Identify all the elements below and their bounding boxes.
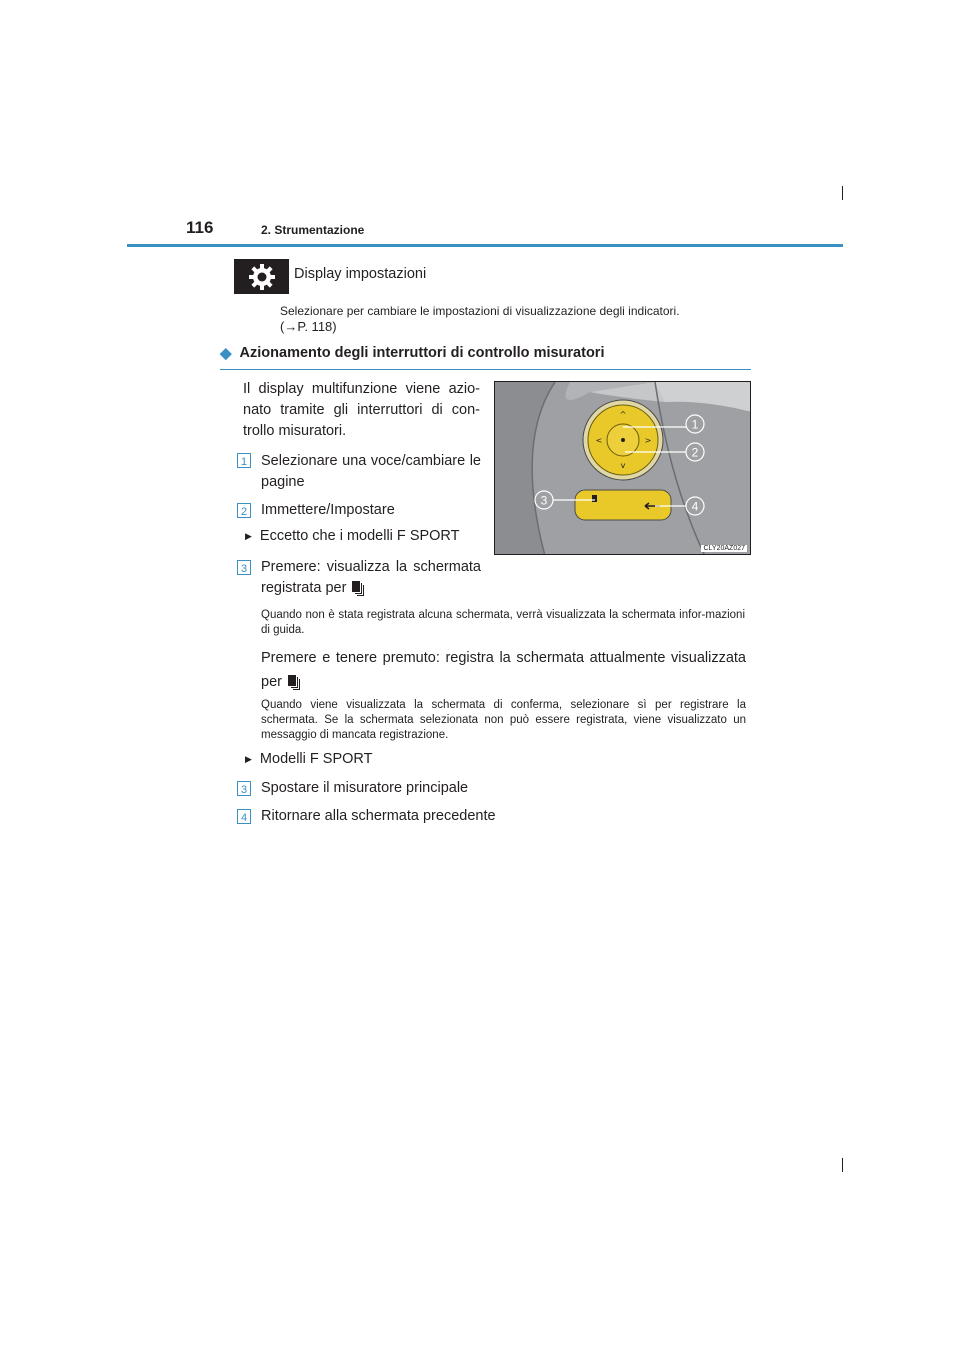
note-confirm: Quando viene visualizzata la schermata di conferma, selezionare sì per registrare la schermata. Se la schermata selezionata non può essere registrata, viene visualizzato un messaggio di mancata registrazione. (261, 699, 746, 741)
callout-2 (686, 443, 704, 461)
gear-icon (247, 262, 277, 292)
number-4-icon (237, 809, 251, 824)
svg-text:<: < (595, 436, 603, 445)
chapter-title: 2. Strumentazione (261, 223, 365, 237)
crop-mark-top (842, 186, 843, 200)
note-no-screen: Quando non è stata registrata alcuna schermata, verrà visualizzata la schermata infor-mazioni di guida. (261, 609, 745, 636)
except-f-sport-label: Eccetto che i modelli F SPORT (259, 528, 460, 544)
crop-mark-bottom (842, 1158, 843, 1172)
except-f-sport-bullet (245, 528, 460, 544)
f-sport-item-3-text: Spostare il misuratore principale (261, 780, 469, 796)
item-1-text: Selezionare una voce/cambiare le pagine (261, 453, 481, 490)
gear-icon-box (234, 259, 289, 294)
callout-3-label: 3 (540, 493, 548, 508)
figure-code: CLY20AZ027 (703, 545, 745, 552)
pages-icon (352, 581, 366, 596)
number-3-text: 3 (240, 563, 248, 575)
callout-2-label: 2 (691, 445, 699, 460)
number-3-icon (237, 560, 251, 575)
svg-text:^: ^ (619, 410, 627, 419)
callout-4 (686, 497, 704, 515)
callout-4-label: 4 (691, 499, 699, 514)
section-heading (220, 344, 604, 362)
number-3-icon (237, 781, 251, 796)
description-text: Selezionare per cambiare le impostazioni di visualizzazione degli indicatori. (280, 304, 680, 318)
number-1-icon (237, 453, 251, 468)
item-3-block (261, 557, 481, 599)
header-rule (127, 244, 843, 247)
number-1-text: 1 (240, 456, 248, 468)
number-2-text: 2 (240, 506, 248, 518)
f-sport-number-4-text: 4 (240, 812, 248, 824)
callout-1 (686, 415, 704, 433)
rocker-switch (575, 490, 671, 520)
callout-1-label: 1 (691, 417, 699, 432)
pages-icon (288, 675, 302, 690)
svg-text:v: v (620, 461, 626, 470)
steering-switch-illustration (495, 382, 751, 555)
section-title: Azionamento degli interruttori di controllo misuratori (239, 345, 605, 361)
intro-paragraph: Il display multifunzione viene azio-nato tramite gli interruttori di con-trollo misuratori. (243, 381, 480, 439)
svg-text:>: > (644, 436, 652, 445)
callout-3 (535, 491, 553, 509)
number-2-icon (237, 503, 251, 518)
page-reference[interactable]: (→P. 118) (280, 319, 337, 334)
f-sport-label: Modelli F SPORT (259, 751, 373, 767)
item-3-text: Premere: visualizza la schermata registrata per (261, 559, 481, 596)
section-rule (220, 369, 751, 370)
display-settings-description (280, 303, 740, 335)
triangle-bullet-icon: ▶ (245, 753, 252, 764)
page-number: 116 (186, 218, 214, 237)
hold-block (261, 646, 746, 694)
switch-figure (494, 381, 751, 555)
diamond-icon: ◆ (220, 345, 232, 362)
item-2-text: Immettere/Impostare (261, 502, 395, 518)
f-sport-number-3-text: 3 (240, 784, 248, 796)
triangle-bullet-icon: ▶ (245, 530, 252, 541)
f-sport-bullet (245, 751, 372, 767)
display-settings-title: Display impostazioni (294, 266, 427, 282)
f-sport-item-4-text: Ritornare alla schermata precedente (261, 808, 496, 824)
hold-text: Premere e tenere premuto: registra la schermata attualmente visualizzata per (261, 650, 746, 690)
